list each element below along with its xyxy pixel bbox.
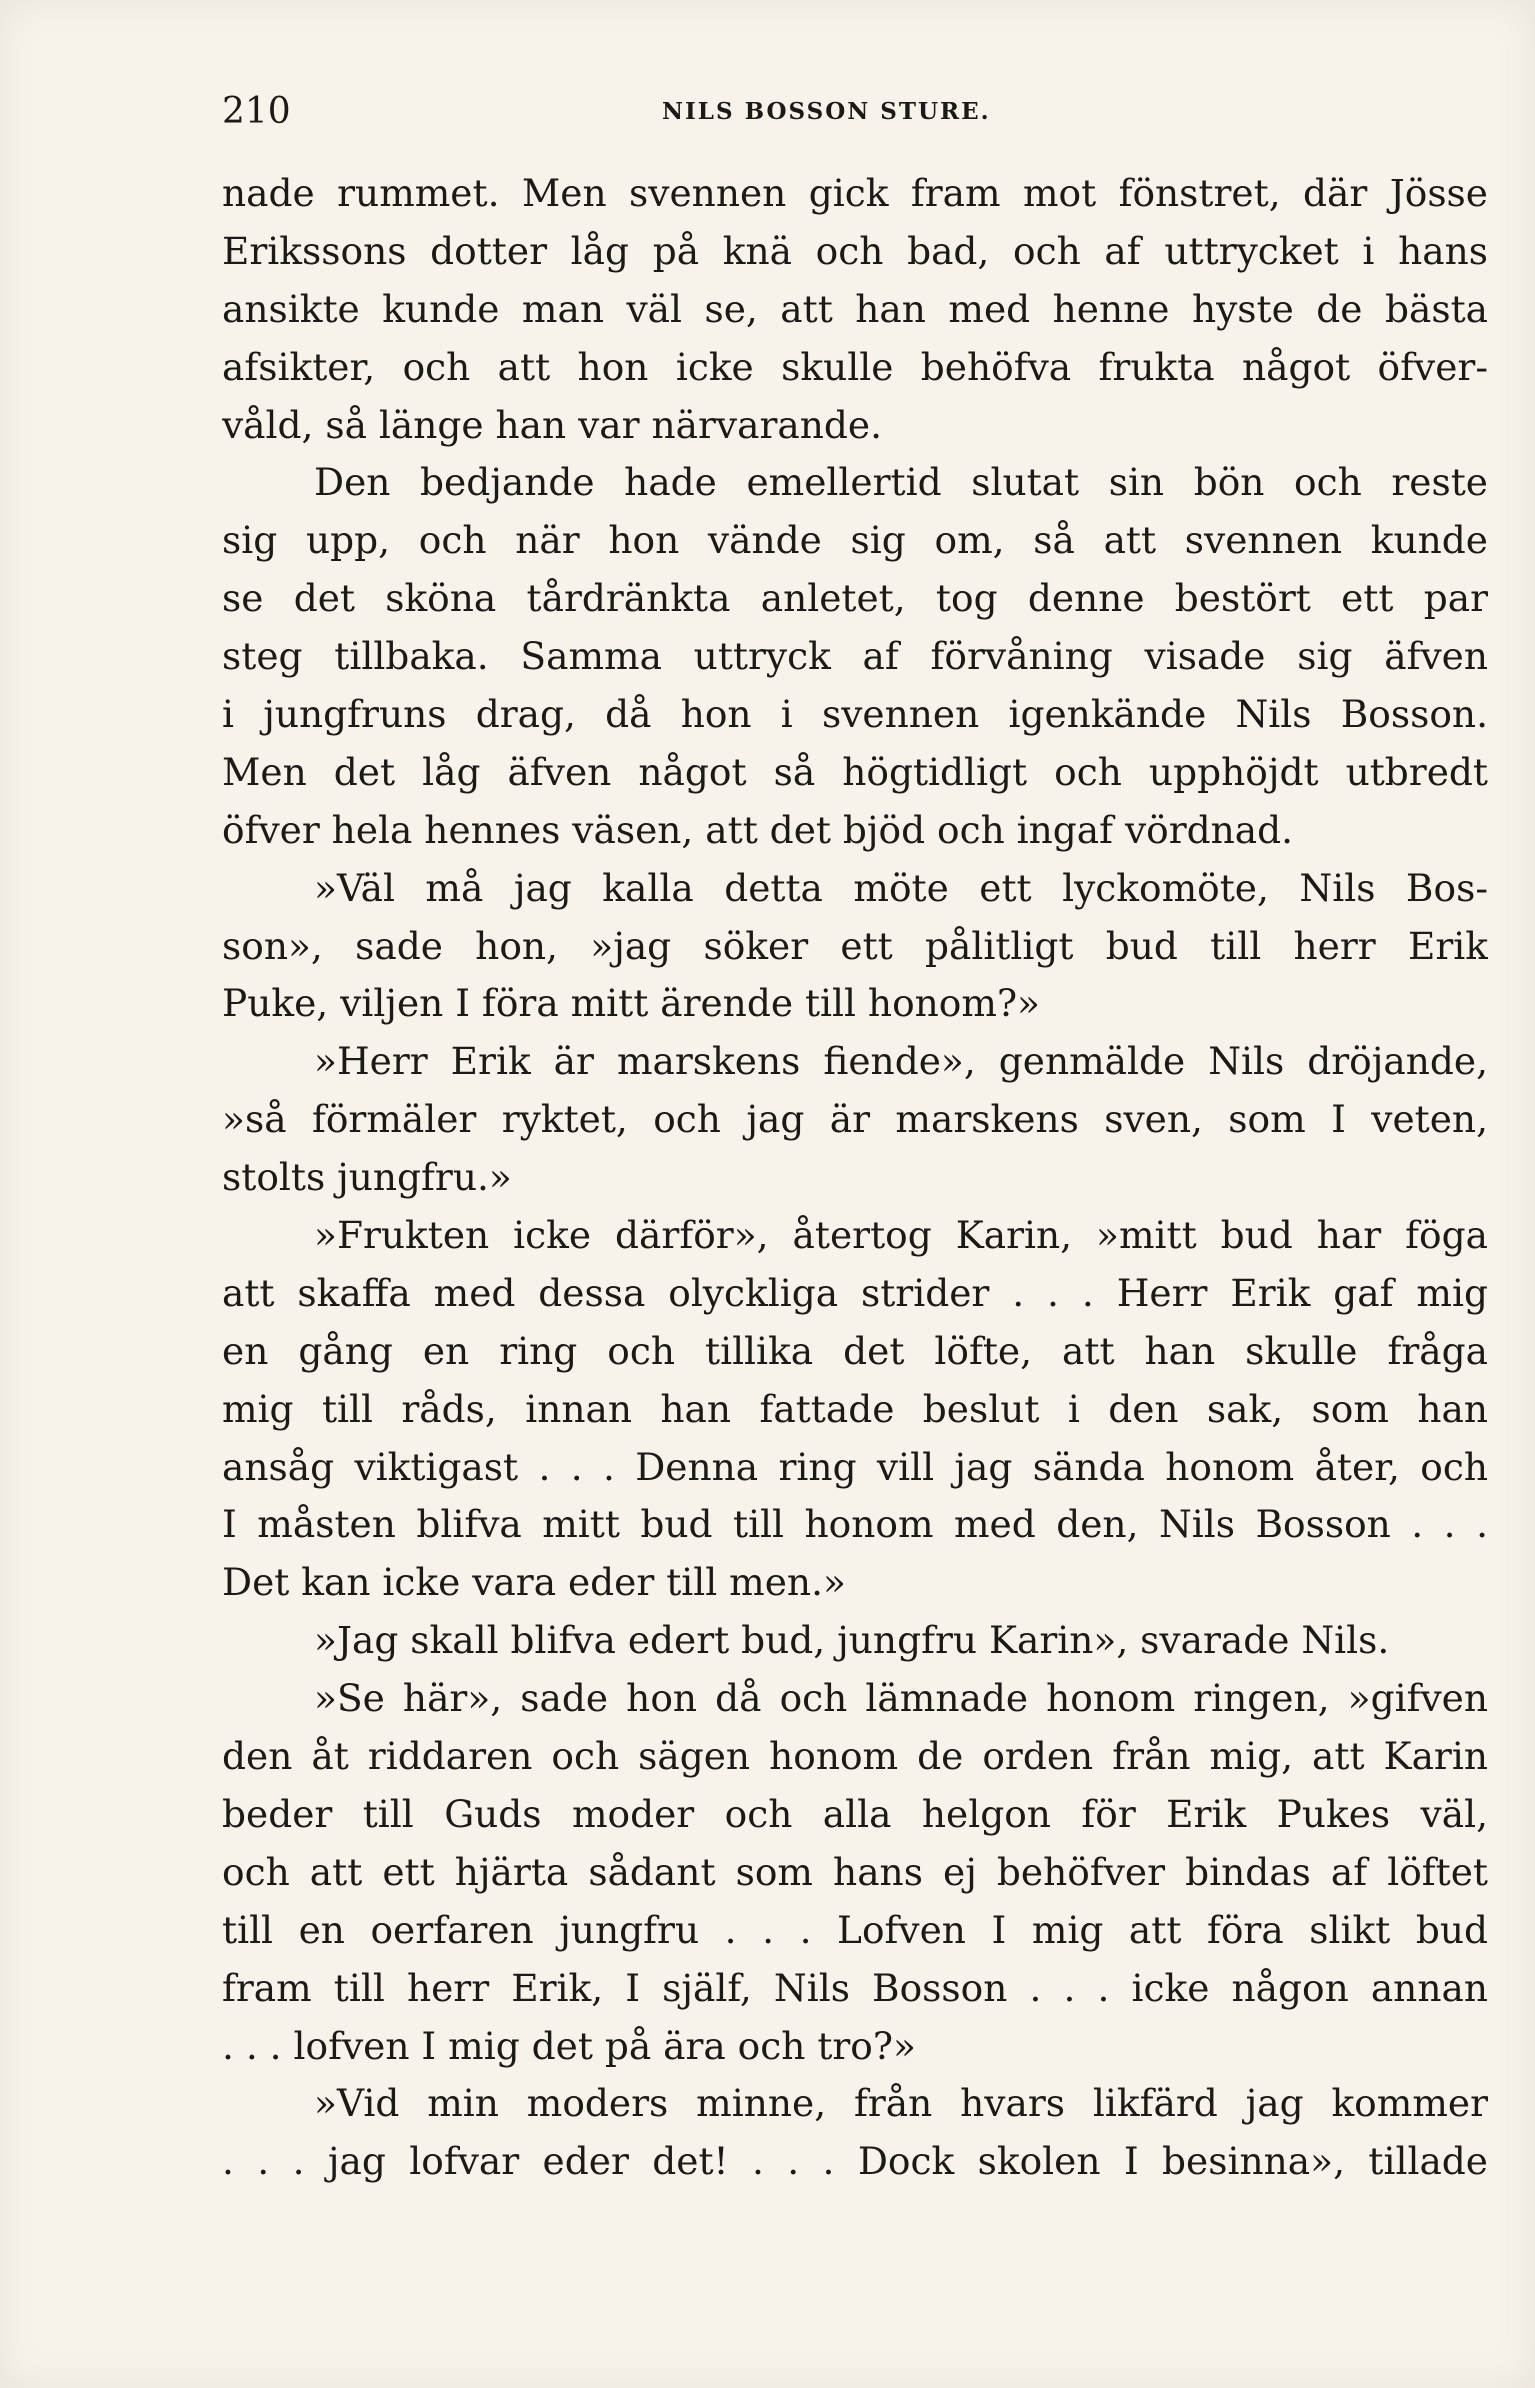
text-line: till en oerfaren jungfru . . . Lofven I mig att föra slikt bud <box>222 1907 1488 1952</box>
text-line: och att ett hjärta sådant som hans ej behöfver bindas af löftet <box>222 1849 1488 1894</box>
text-line: sig upp, och när hon vände sig om, så att svennen kunde <box>222 518 1488 563</box>
text-line: steg tillbaka. Samma uttryck af förvåning visade sig äfven <box>222 634 1488 679</box>
text-line: . . . lofven I mig det på ära och tro?» <box>222 2023 916 2068</box>
text-line: »Se här», sade hon då och lämnade honom ringen, »gifven <box>314 1676 1488 1721</box>
text-line: beder till Guds moder och alla helgon för Erik Pukes väl, <box>222 1791 1488 1836</box>
text-line: Det kan icke vara eder till men.» <box>222 1560 846 1605</box>
text-line: stolts jungfru.» <box>222 1155 512 1200</box>
text-line: Erikssons dotter låg på knä och bad, och af uttrycket i hans <box>222 228 1488 273</box>
text-line: afsikter, och att hon icke skulle behöfva frukta något öfver- <box>222 344 1488 389</box>
page-header <box>222 82 1488 142</box>
text-line: Puke, viljen I föra mitt ärende till honom?» <box>222 981 1040 1026</box>
text-line: fram till herr Erik, I själf, Nils Bosson . . . icke någon annan <box>222 1965 1488 2010</box>
text-line: »Herr Erik är marskens fiende», genmälde Nils dröjande, <box>314 1039 1488 1084</box>
text-line: en gång en ring och tillika det löfte, att han skulle fråga <box>222 1328 1488 1373</box>
text-line: våld, så länge han var närvarande. <box>222 402 883 447</box>
text-line: son», sade hon, »jag söker ett pålitligt bud till herr Erik <box>222 923 1488 968</box>
text-line: »Frukten icke därför», återtog Karin, »mitt bud har föga <box>314 1213 1488 1258</box>
text-line: »så förmäler ryktet, och jag är marskens sven, som I veten, <box>222 1097 1488 1142</box>
text-line: . . . jag lofvar eder det! . . . Dock skolen I besinna», tillade <box>222 2139 1488 2184</box>
text-line: den åt riddaren och sägen honom de orden från mig, att Karin <box>222 1734 1488 1779</box>
page-number: 210 <box>222 91 291 132</box>
text-line: »Jag skall blifva edert bud, jungfru Karin», svarade Nils. <box>314 1618 1390 1663</box>
running-title: NILS BOSSON STURE. <box>662 98 991 125</box>
text-line: mig till råds, innan han fattade beslut i den sak, som han <box>222 1386 1488 1431</box>
text-line: att skaffa med dessa olyckliga strider . . . Herr Erik gaf mig <box>222 1270 1488 1315</box>
text-line: Den bedjande hade emellertid slutat sin bön och reste <box>314 460 1488 505</box>
text-line: Men det låg äfven något så högtidligt och upphöjdt utbredt <box>222 749 1488 794</box>
text-line: nade rummet. Men svennen gick fram mot fönstret, där Jösse <box>222 171 1488 215</box>
body-text <box>222 165 1488 2191</box>
text-line: i jungfruns drag, då hon i svennen igenkände Nils Bosson. <box>222 692 1488 737</box>
text-line: öfver hela hennes väsen, att det bjöd och ingaf vördnad. <box>222 807 1294 852</box>
text-line: »Vid min moders minne, från hvars likfärd jag kommer <box>314 2081 1488 2126</box>
text-line: I måsten blifva mitt bud till honom med den, Nils Bosson . . . <box>222 1502 1488 1547</box>
text-line: ansikte kunde man väl se, att han med henne hyste de bästa <box>222 286 1488 331</box>
text-line: »Väl må jag kalla detta möte ett lyckomöte, Nils Bos- <box>314 865 1488 910</box>
text-line: ansåg viktigast . . . Denna ring vill jag sända honom åter, och <box>222 1444 1488 1489</box>
text-line: se det sköna tårdränkta anletet, tog denne bestört ett par <box>222 576 1488 621</box>
